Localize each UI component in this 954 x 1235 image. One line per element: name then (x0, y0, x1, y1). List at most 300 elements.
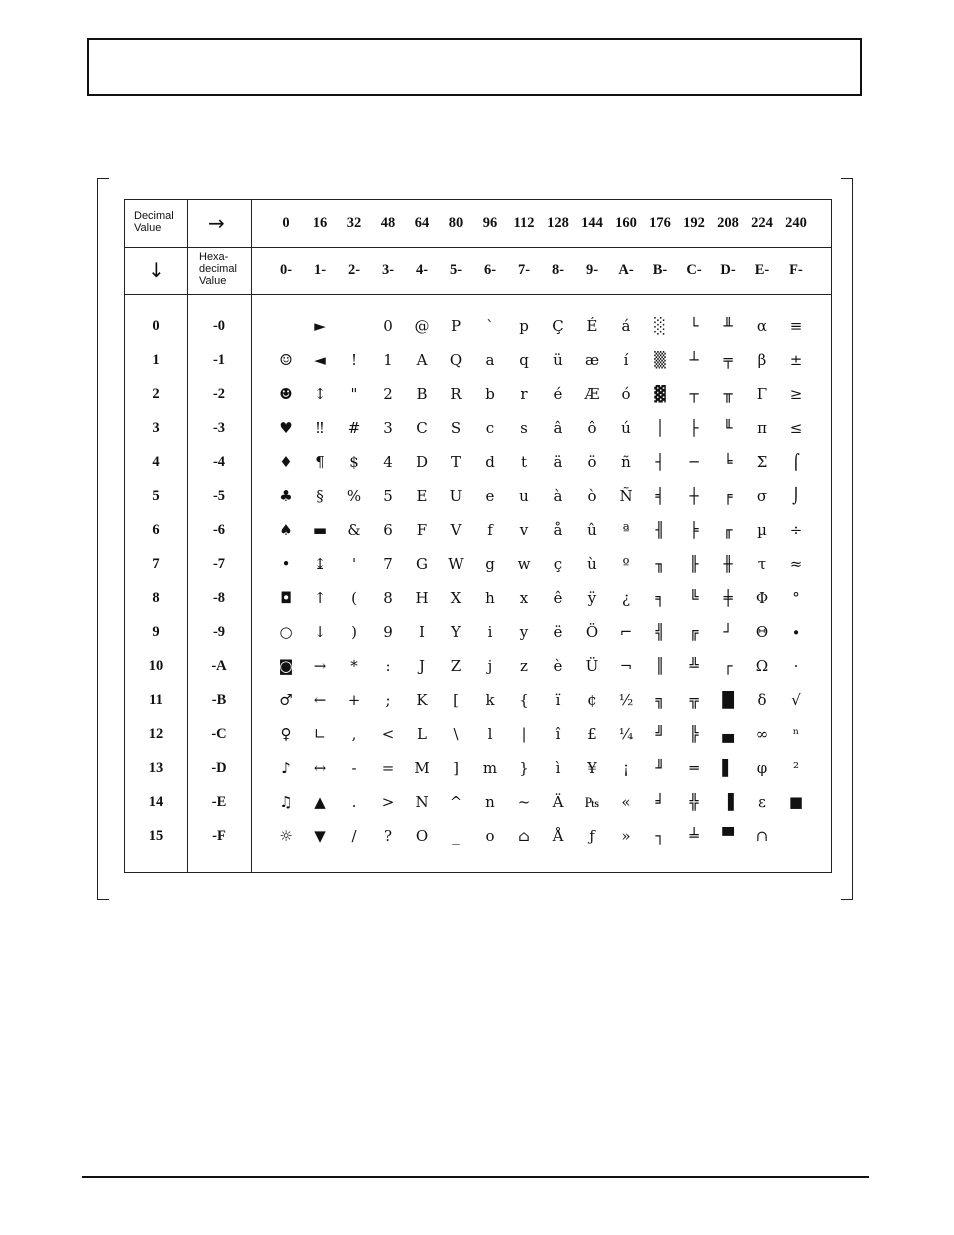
character-cell: ½ (618, 691, 634, 709)
character-cell: ► (314, 317, 326, 335)
character-cell: ë (553, 623, 563, 641)
character-cell: ç (553, 555, 563, 573)
character-cell: ♣ (279, 487, 293, 505)
character-cell: ─ (689, 453, 699, 471)
character-cell: ¿ (621, 589, 631, 607)
character-cell: ∩ (755, 827, 769, 845)
character-cell: ô (587, 419, 597, 437)
row-decimal-header: 14 (148, 794, 164, 810)
frame-corner-bottom-right (841, 890, 853, 900)
character-cell: ì (555, 759, 561, 777)
character-cell: ┬ (689, 385, 699, 403)
character-cell: Θ (755, 623, 769, 641)
character-cell: ↓ (313, 623, 327, 641)
character-cell: W (448, 555, 464, 573)
character-cell: 3 (383, 419, 393, 437)
character-cell: ± (789, 351, 803, 369)
character-cell: ♥ (279, 419, 293, 437)
character-cell: f (487, 521, 493, 539)
row-hex-header: -9 (212, 624, 226, 640)
character-cell: N (415, 793, 429, 811)
character-cell: ╦ (689, 691, 699, 709)
character-cell: " (350, 385, 358, 403)
character-cell: ▌ (722, 759, 734, 777)
character-cell: . (351, 793, 357, 811)
character-cell: 0 (383, 317, 393, 335)
row-hex-header: -6 (212, 522, 226, 538)
character-cell: ╝ (655, 725, 665, 743)
character-cell: τ (757, 555, 767, 573)
character-cell: p (519, 317, 529, 335)
column-decimal-header: 160 (615, 215, 637, 231)
column-hex-header: 4- (415, 262, 429, 278)
character-cell: ü (553, 351, 563, 369)
character-cell: ▀ (722, 827, 734, 845)
row-decimal-header: 15 (148, 828, 164, 844)
column-decimal-header: 48 (380, 215, 396, 231)
character-cell: : (385, 657, 391, 675)
row-decimal-header: 11 (149, 692, 163, 708)
character-cell: l (487, 725, 493, 743)
column-decimal-header: 96 (482, 215, 498, 231)
character-cell: ▄ (722, 725, 734, 743)
character-cell: P (450, 317, 462, 335)
character-cell: s (520, 419, 528, 437)
table-divider (124, 294, 832, 295)
frame-right-edge (852, 188, 853, 890)
character-cell: £ (587, 725, 597, 743)
character-cell: ♫ (279, 793, 293, 811)
character-cell: D (415, 453, 429, 471)
character-cell: è (553, 657, 563, 675)
character-cell: ▐ (722, 793, 734, 811)
character-cell: ╕ (655, 589, 665, 607)
character-cell: â (553, 419, 563, 437)
column-decimal-header: 144 (581, 215, 603, 231)
character-cell: ▼ (314, 827, 326, 845)
character-cell: ┐ (655, 827, 665, 845)
down-arrow-icon: ↓ (148, 258, 165, 282)
row-hex-header: -A (211, 658, 227, 674)
character-cell: ╣ (655, 623, 665, 641)
character-cell: ö (587, 453, 597, 471)
character-cell: ╘ (723, 453, 733, 471)
character-cell: ╒ (723, 487, 733, 505)
character-cell: Ç (552, 317, 564, 335)
row-decimal-header: 0 (152, 318, 160, 334)
column-decimal-header: 16 (312, 215, 328, 231)
character-cell: ♪ (281, 759, 291, 777)
column-hex-header: F- (789, 262, 803, 278)
character-cell: ╛ (655, 793, 665, 811)
character-cell: ó (621, 385, 631, 403)
character-cell: i (487, 623, 493, 641)
character-cell: o (485, 827, 495, 845)
character-cell: ╓ (723, 521, 733, 539)
character-cell: ⌡ (792, 487, 800, 505)
character-cell: % (346, 487, 362, 505)
character-cell: ╞ (689, 521, 699, 539)
character-cell: │ (655, 419, 665, 437)
character-cell: · (793, 657, 799, 675)
character-cell: 9 (383, 623, 393, 641)
character-cell: Σ (756, 453, 768, 471)
row-decimal-header: 10 (148, 658, 164, 674)
character-cell: + (347, 691, 361, 709)
character-cell: ² (792, 759, 799, 777)
character-cell: í (623, 351, 629, 369)
character-cell: « (621, 793, 631, 811)
character-cell: ª (622, 521, 630, 539)
character-cell: * (350, 657, 358, 675)
character-cell: ' (351, 555, 357, 573)
column-decimal-header: 112 (513, 215, 535, 231)
row-decimal-header: 12 (148, 726, 164, 742)
character-cell: ≥ (789, 385, 803, 403)
character-cell: b (485, 385, 495, 403)
character-cell: B (416, 385, 428, 403)
character-cell: ] (453, 759, 459, 777)
character-cell: ÷ (789, 521, 803, 539)
row-hex-header: -1 (212, 352, 226, 368)
character-cell: ≤ (789, 419, 803, 437)
character-cell: ê (553, 589, 563, 607)
character-cell: ┼ (689, 487, 699, 505)
character-cell: w (517, 555, 531, 573)
column-hex-header: 7- (517, 262, 531, 278)
footer-rule (82, 1176, 869, 1178)
character-cell: ░ (654, 317, 666, 335)
character-cell: ⌐ (619, 623, 633, 641)
character-cell: h (485, 589, 495, 607)
character-cell: 5 (383, 487, 393, 505)
character-cell: c (485, 419, 495, 437)
column-hex-header: 2- (347, 262, 361, 278)
character-cell: V (450, 521, 462, 539)
character-cell: σ (756, 487, 768, 505)
character-cell: J (418, 657, 425, 675)
character-cell: ¬ (619, 657, 633, 675)
character-cell: ╪ (723, 589, 733, 607)
character-cell: α (756, 317, 768, 335)
column-hex-header: A- (618, 262, 634, 278)
frame-left-edge (97, 188, 98, 890)
character-cell: ╗ (655, 691, 665, 709)
character-cell: Z (450, 657, 462, 675)
character-cell: $ (349, 453, 359, 471)
hex-value-label: Hexa-decimal Value (199, 251, 237, 287)
character-cell: L (417, 725, 427, 743)
character-cell: ╙ (723, 419, 733, 437)
frame-corner-top-left (97, 178, 109, 188)
character-cell: █ (722, 691, 734, 709)
character-cell: à (553, 487, 563, 505)
character-cell: X (450, 589, 462, 607)
character-cell: ○ (279, 623, 293, 641)
frame-corner-top-right (841, 178, 853, 188)
row-hex-header: -4 (212, 454, 226, 470)
character-cell: Å (552, 827, 564, 845)
character-cell: ◙ (278, 657, 294, 675)
character-cell: k (485, 691, 495, 709)
character-cell: á (621, 317, 631, 335)
character-cell: K (416, 691, 428, 709)
character-cell: R (450, 385, 462, 403)
character-cell: r (520, 385, 528, 403)
row-decimal-header: 7 (152, 556, 160, 572)
character-cell: ∞ (755, 725, 769, 743)
character-cell: φ (756, 759, 768, 777)
character-cell: - (351, 759, 357, 777)
character-cell: 6 (383, 521, 393, 539)
decimal-value-label: Decimal Value (134, 210, 174, 234)
character-cell: ¡ (622, 759, 630, 777)
row-hex-header: -E (211, 794, 227, 810)
character-cell: O (415, 827, 429, 845)
column-hex-header: E- (754, 262, 770, 278)
character-cell: u (519, 487, 529, 505)
row-decimal-header: 5 (152, 488, 160, 504)
character-cell: → (313, 657, 327, 675)
character-cell: ¼ (618, 725, 634, 743)
character-cell: û (587, 521, 597, 539)
character-cell: 7 (383, 555, 393, 573)
character-cell: ╤ (723, 351, 733, 369)
character-cell: ä (553, 453, 563, 471)
character-cell: ┴ (689, 351, 699, 369)
character-cell: A (416, 351, 428, 369)
character-cell: » (621, 827, 631, 845)
character-cell: e (485, 487, 495, 505)
character-cell: ← (313, 691, 327, 709)
character-cell: E (416, 487, 428, 505)
character-cell: ╫ (723, 555, 733, 573)
character-cell: ù (587, 555, 597, 573)
row-hex-header: -5 (212, 488, 226, 504)
character-cell: ( (351, 589, 357, 607)
row-hex-header: -F (212, 828, 226, 844)
character-cell: β (757, 351, 767, 369)
row-decimal-header: 13 (148, 760, 164, 776)
character-cell: Ω (755, 657, 769, 675)
character-cell: δ (757, 691, 767, 709)
character-cell: ƒ (589, 827, 595, 845)
character-cell: q (519, 351, 529, 369)
character-cell: 2 (383, 385, 393, 403)
row-hex-header: -3 (212, 420, 226, 436)
column-hex-header: D- (720, 262, 736, 278)
column-hex-header: 3- (381, 262, 395, 278)
character-cell: ~ (517, 793, 531, 811)
character-cell: ⌂ (518, 827, 530, 845)
character-cell: ☺ (279, 351, 293, 369)
character-cell: F (416, 521, 428, 539)
character-cell: ☻ (279, 385, 293, 403)
character-cell: ♀ (280, 725, 292, 743)
character-cell: Ü (585, 657, 599, 675)
row-hex-header: -2 (212, 386, 226, 402)
character-cell: ñ (621, 453, 631, 471)
character-cell: a (485, 351, 495, 369)
character-cell: æ (584, 351, 600, 369)
character-cell: Ä (552, 793, 564, 811)
character-cell: G (416, 555, 428, 573)
column-hex-header: 6- (483, 262, 497, 278)
character-cell: É (586, 317, 598, 335)
character-cell: ↑ (313, 589, 327, 607)
character-cell: [ (453, 691, 459, 709)
character-cell: ! (350, 351, 358, 369)
column-decimal-header: 208 (717, 215, 739, 231)
character-cell: j (487, 657, 493, 675)
column-decimal-header: 128 (547, 215, 569, 231)
character-cell: ↕ (313, 385, 327, 403)
character-cell: _ (452, 827, 460, 845)
character-cell: < (381, 725, 395, 743)
table-divider (251, 199, 252, 873)
character-cell: î (555, 725, 561, 743)
character-cell: Y (451, 623, 461, 641)
column-hex-header: 8- (551, 262, 565, 278)
character-cell: ¶ (315, 453, 325, 471)
character-cell: | (521, 725, 527, 743)
character-cell: Q (449, 351, 463, 369)
character-cell: } (519, 759, 529, 777)
character-cell: ⁿ (792, 725, 800, 743)
column-hex-header: 1- (313, 262, 327, 278)
character-cell: ` (486, 317, 494, 335)
character-cell: ¥ (587, 759, 597, 777)
right-arrow-icon: → (208, 211, 225, 235)
character-cell: ■ (788, 793, 804, 811)
character-cell: ┌ (723, 657, 733, 675)
character-cell: H (415, 589, 429, 607)
character-cell: ╖ (655, 555, 665, 573)
column-decimal-header: 64 (414, 215, 430, 231)
character-cell: ╜ (655, 759, 665, 777)
character-cell: ε (758, 793, 766, 811)
character-cell: § (316, 487, 324, 505)
character-cell: ╡ (655, 487, 665, 505)
character-cell: n (485, 793, 495, 811)
character-cell: Ñ (619, 487, 633, 505)
column-hex-header: 9- (585, 262, 599, 278)
character-cell: d (485, 453, 495, 471)
character-cell: = (381, 759, 395, 777)
row-decimal-header: 4 (152, 454, 160, 470)
character-cell: ? (383, 827, 393, 845)
character-cell: └ (689, 317, 699, 335)
character-cell: v (519, 521, 529, 539)
character-cell: ° (792, 589, 800, 607)
character-cell: ♦ (279, 453, 293, 471)
character-cell: å (553, 521, 563, 539)
character-cell: ) (351, 623, 357, 641)
row-decimal-header: 1 (152, 352, 160, 368)
character-cell: ┤ (655, 453, 665, 471)
character-cell: > (381, 793, 395, 811)
character-cell: ╧ (689, 827, 699, 845)
character-cell: µ (757, 521, 767, 539)
character-cell: U (449, 487, 463, 505)
character-cell: M (414, 759, 430, 777)
character-cell: Æ (584, 385, 600, 403)
character-cell: • (281, 555, 291, 573)
character-cell: ▒ (654, 351, 666, 369)
character-cell: ↔ (313, 759, 327, 777)
character-cell: ≡ (789, 317, 803, 335)
character-cell: ⌠ (792, 453, 800, 471)
character-cell: T (450, 453, 461, 471)
character-cell: ╢ (655, 521, 665, 539)
character-cell: π (757, 419, 767, 437)
character-cell: ╚ (689, 589, 699, 607)
character-cell: ¢ (587, 691, 597, 709)
column-hex-header: C- (686, 262, 702, 278)
character-cell: ▓ (654, 385, 666, 403)
row-decimal-header: 2 (152, 386, 160, 402)
character-cell: √ (791, 691, 801, 709)
column-decimal-header: 176 (649, 215, 671, 231)
character-cell: , (351, 725, 357, 743)
character-cell: \ (453, 725, 459, 743)
character-cell: ═ (689, 759, 699, 777)
character-cell: # (347, 419, 361, 437)
character-cell: é (553, 385, 563, 403)
character-cell: ↨ (313, 555, 327, 573)
character-cell: 1 (383, 351, 393, 369)
character-cell: ; (385, 691, 391, 709)
character-cell: I (419, 623, 425, 641)
row-hex-header: -8 (212, 590, 226, 606)
column-decimal-header: 80 (448, 215, 464, 231)
column-decimal-header: 240 (785, 215, 807, 231)
row-hex-header: -B (211, 692, 227, 708)
character-cell: ╥ (723, 385, 733, 403)
character-cell: º (622, 555, 630, 573)
character-cell: ╩ (689, 657, 699, 675)
column-hex-header: 5- (449, 262, 463, 278)
character-cell: ∙ (792, 623, 800, 641)
character-cell: y (519, 623, 529, 641)
character-cell: ≈ (789, 555, 803, 573)
character-cell: ₧ (584, 793, 600, 811)
character-cell: z (520, 657, 528, 675)
column-decimal-header: 32 (346, 215, 362, 231)
character-cell: ╬ (689, 793, 699, 811)
character-cell: ▲ (314, 793, 326, 811)
character-cell: @ (414, 317, 430, 335)
character-cell: & (347, 521, 361, 539)
character-cell: ╟ (689, 555, 699, 573)
character-cell: t (520, 453, 528, 471)
character-cell: ^ (449, 793, 463, 811)
character-cell: Φ (755, 589, 769, 607)
row-decimal-header: 3 (152, 420, 160, 436)
column-decimal-header: 192 (683, 215, 705, 231)
character-cell: ◄ (314, 351, 326, 369)
character-cell: ‼ (316, 419, 324, 437)
character-cell: 8 (383, 589, 393, 607)
frame-corner-bottom-left (97, 890, 109, 900)
character-cell: ï (555, 691, 561, 709)
character-cell: Ö (585, 623, 599, 641)
column-decimal-header: 224 (751, 215, 773, 231)
character-cell: ♠ (279, 521, 293, 539)
character-cell: ║ (655, 657, 665, 675)
row-hex-header: -7 (212, 556, 226, 572)
character-cell: ╔ (689, 623, 699, 641)
